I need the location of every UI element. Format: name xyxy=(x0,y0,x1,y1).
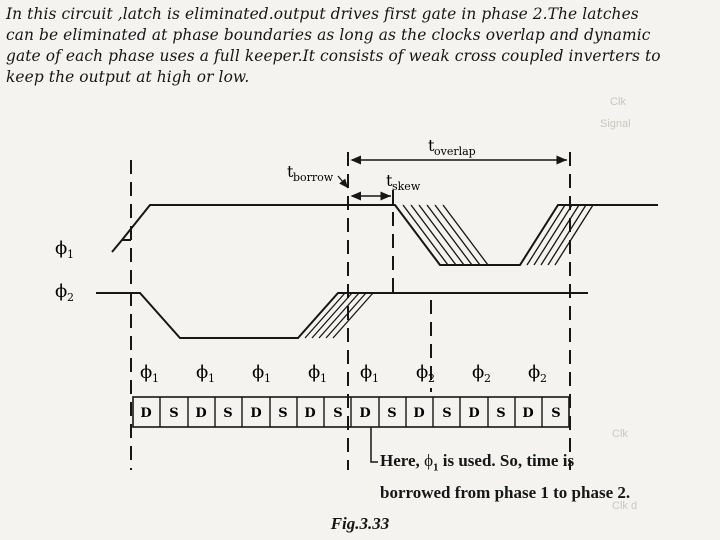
cell-d: D xyxy=(140,406,152,421)
phase-label-sub: 1 xyxy=(372,372,379,385)
phase-label: ϕ xyxy=(472,362,485,383)
paragraph-line: In this circuit ,latch is eliminated.output drives first gate in phase 2.The latches xyxy=(6,5,639,23)
cell-dividers xyxy=(160,397,542,427)
phase-label: ϕ xyxy=(252,362,265,383)
cell-d: D xyxy=(468,406,480,421)
t-borrow-sub: borrow xyxy=(293,171,334,184)
cell-d: D xyxy=(413,406,425,421)
note-pointer xyxy=(371,427,378,462)
phi1-rise-hatch xyxy=(520,205,593,265)
cell-d: D xyxy=(304,406,316,421)
cell-d: D xyxy=(522,406,534,421)
cell-s: S xyxy=(496,406,506,421)
phase-label: ϕ xyxy=(528,362,541,383)
phi1-label: ϕ xyxy=(55,238,68,259)
cell-s: S xyxy=(551,406,561,421)
phi1-fall-hatch xyxy=(395,205,488,265)
phi1-waveform xyxy=(112,205,658,265)
borrow-note xyxy=(380,448,700,505)
note-phi: ϕ xyxy=(424,451,434,470)
phi2-waveform xyxy=(96,293,588,338)
bleed-through-text: Clk d xyxy=(612,500,638,512)
cell-s: S xyxy=(223,406,233,421)
bleed-through-text: Signal xyxy=(600,118,631,130)
paragraph-line: gate of each phase uses a full keeper.It consists of weak cross coupled inverters to xyxy=(6,47,661,65)
phi2-label: ϕ xyxy=(55,281,68,302)
phi1-label-sub: 1 xyxy=(67,248,74,261)
phase-label: ϕ xyxy=(196,362,209,383)
cell-s: S xyxy=(442,406,452,421)
t-overlap-sub: overlap xyxy=(434,145,476,158)
note-line-1-pre: Here, xyxy=(380,451,425,470)
figure-caption: Fig.3.33 xyxy=(330,514,390,533)
phase-label: ϕ xyxy=(140,362,153,383)
phase-labels xyxy=(140,362,547,385)
note-line-2: borrowed from phase 1 to phase 2. xyxy=(380,483,631,503)
phase-label-sub: 2 xyxy=(428,372,435,385)
cell-s: S xyxy=(333,406,343,421)
cell-s: S xyxy=(169,406,179,421)
paragraph-line: can be eliminated at phase boundaries as long as the clocks overlap and dynamic xyxy=(6,26,651,44)
note-phi-sub: 1 xyxy=(433,461,439,474)
phase-label-sub: 1 xyxy=(208,372,215,385)
t-borrow-label: t xyxy=(287,162,294,181)
cell-s: S xyxy=(278,406,288,421)
cell-d: D xyxy=(195,406,207,421)
paragraph-line: keep the output at high or low. xyxy=(6,68,250,86)
phase-label-sub: 2 xyxy=(540,372,547,385)
note-line-1-post: is used. So, time is xyxy=(438,451,575,470)
phase-label-sub: 2 xyxy=(484,372,491,385)
phi2-label-sub: 2 xyxy=(67,291,74,304)
t-skew-label: t xyxy=(386,171,393,190)
t-borrow-arrow xyxy=(338,176,348,188)
phase-label-sub: 1 xyxy=(320,372,327,385)
cell-d: D xyxy=(359,406,371,421)
phase-label: ϕ xyxy=(416,362,429,383)
phase-label: ϕ xyxy=(360,362,373,383)
phase-label-sub: 1 xyxy=(264,372,271,385)
cell-s: S xyxy=(387,406,397,421)
bleed-through-text: Clk xyxy=(612,428,628,440)
t-overlap-label: t xyxy=(428,136,435,155)
phase-label: ϕ xyxy=(308,362,321,383)
phase-label-sub: 1 xyxy=(152,372,159,385)
note-line-1 xyxy=(380,448,700,480)
bleed-through-text: Clk xyxy=(610,96,626,108)
phi2-rise-hatch xyxy=(298,293,373,338)
cell-d: D xyxy=(250,406,262,421)
t-skew-sub: skew xyxy=(392,180,421,193)
